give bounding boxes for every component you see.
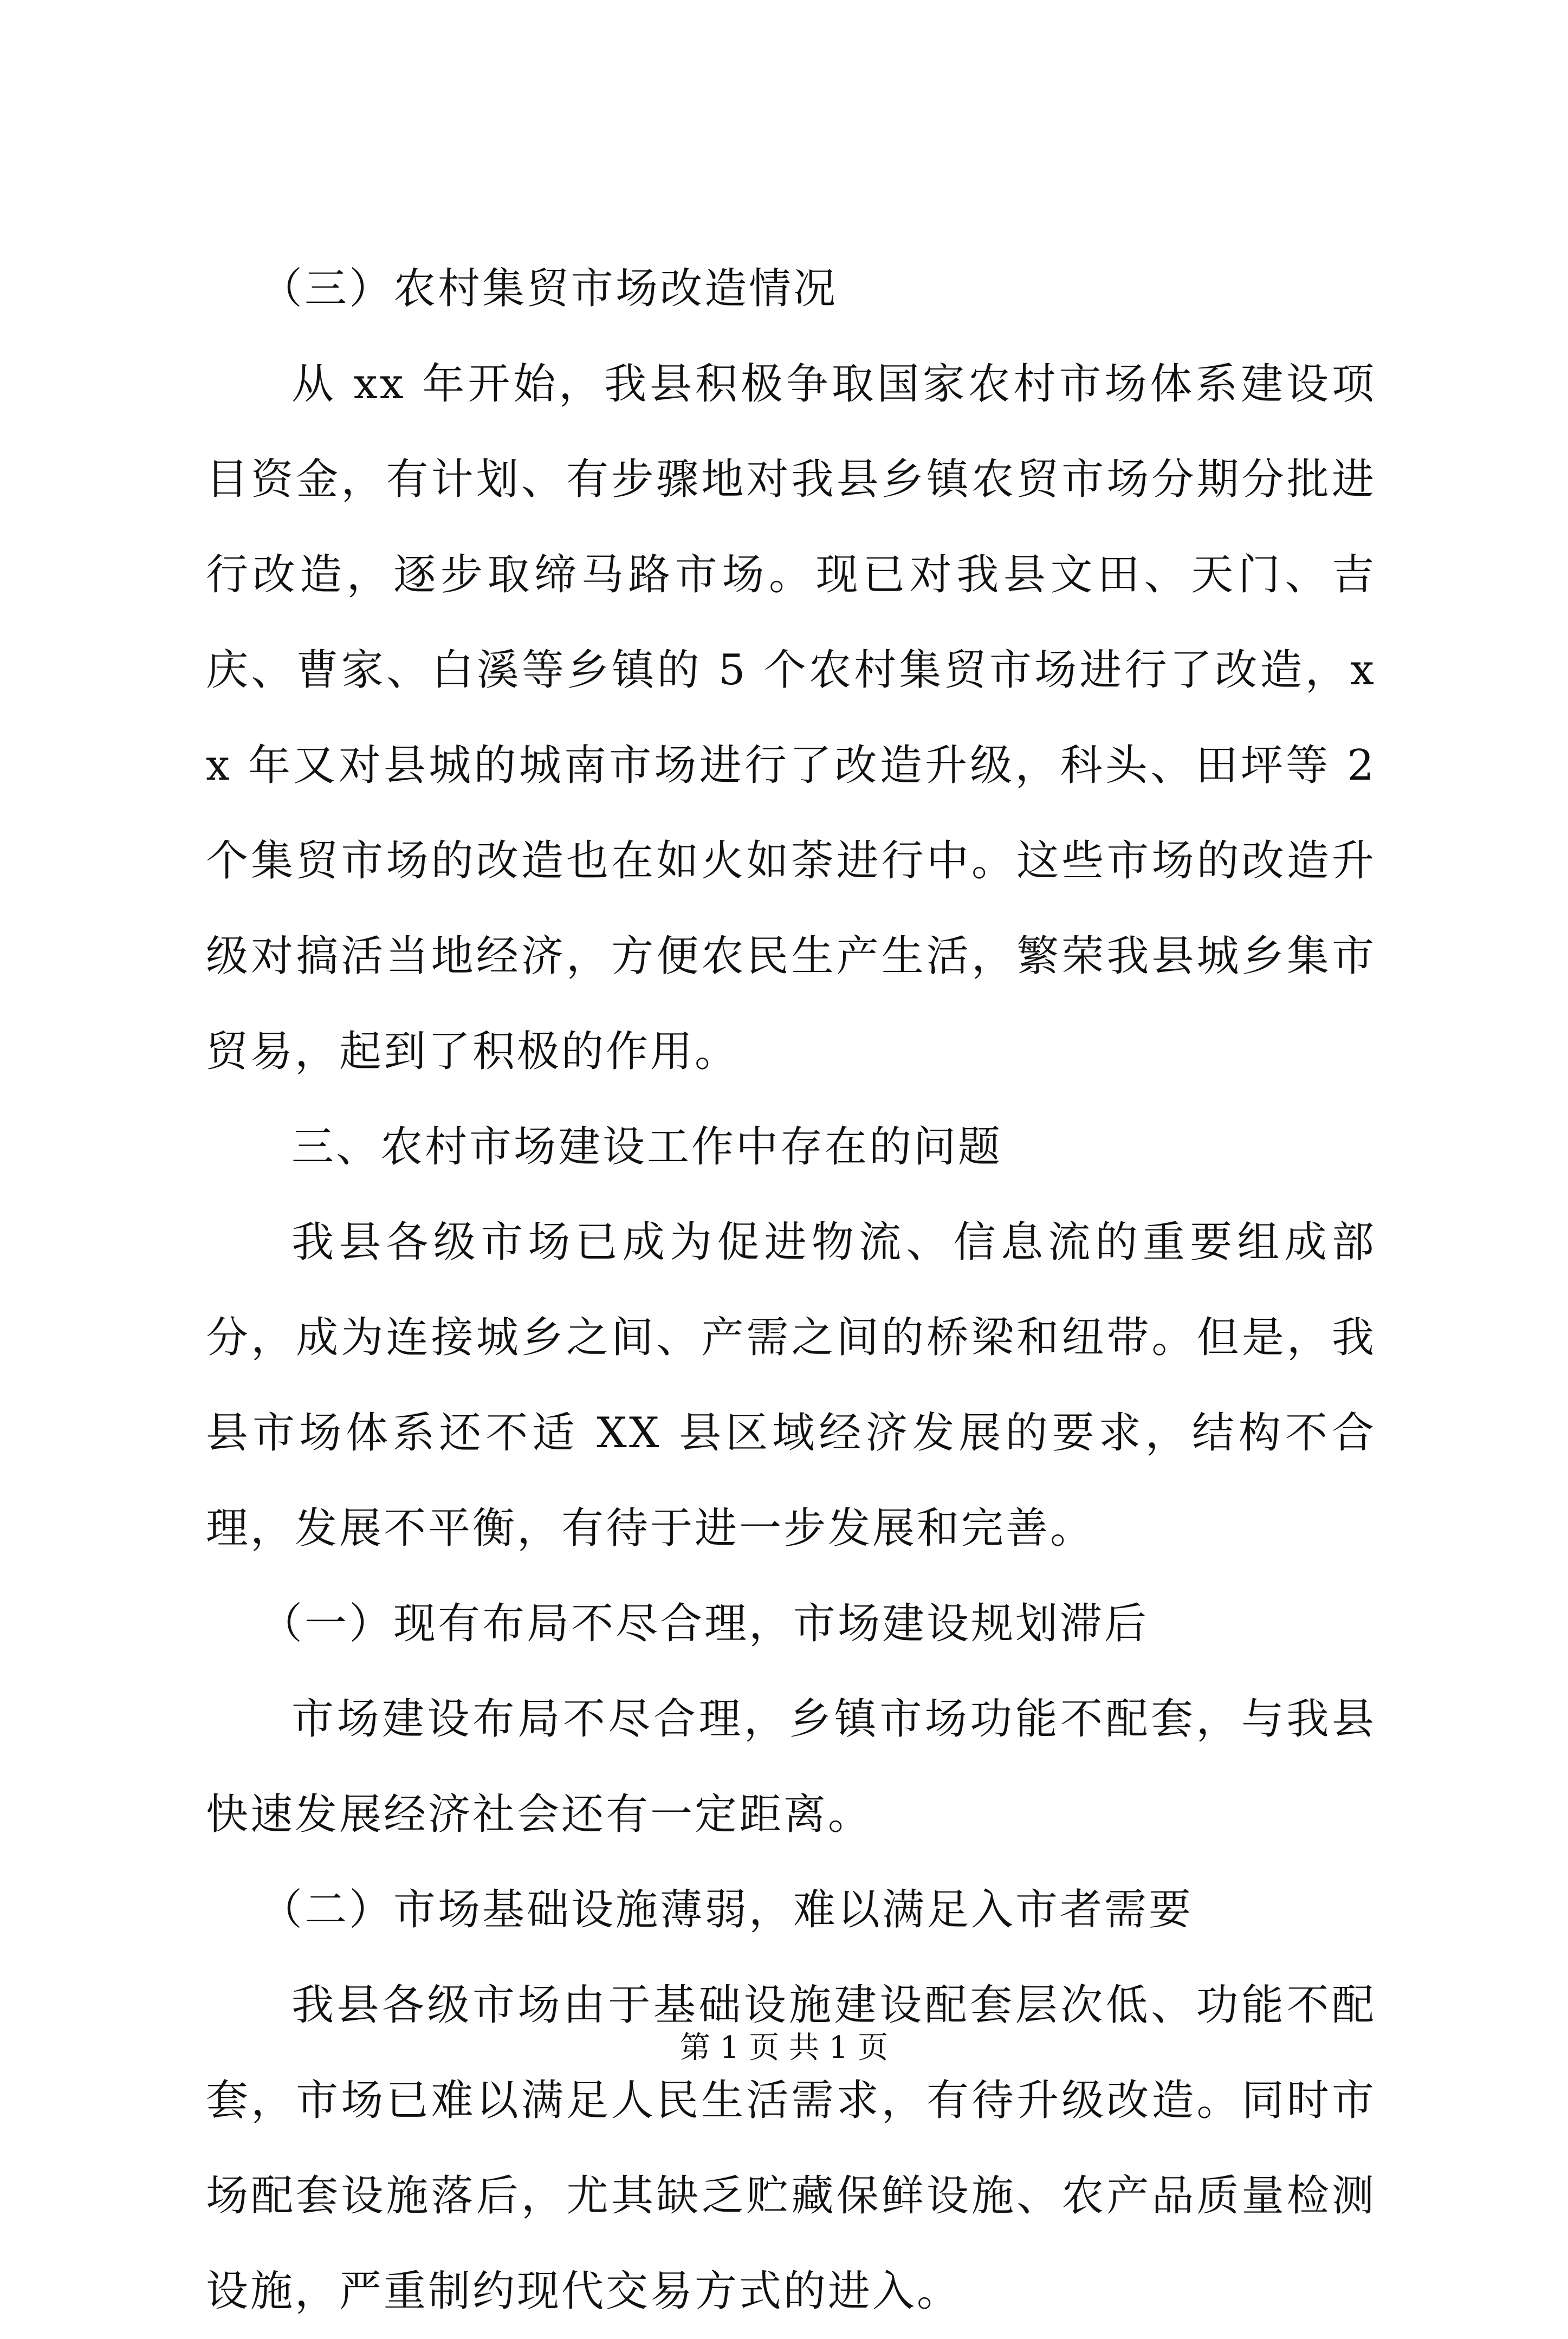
paragraph-layout-details: 市场建设布局不尽合理，乡镇市场功能不配套，与我县快速发展经济社会还有一定距离。: [206, 1695, 1376, 1839]
subheading-infrastructure: （二）市场基础设施薄弱，难以满足入市者需要: [260, 1886, 1194, 1934]
paragraph-infrastructure-details: 我县各级市场由于基础设施建设配套层次低、功能不配套，市场已难以满足人民生活需求，有待升级改造。同时市场配套设施落后，尤其缺乏贮藏保鲜设施、农产品质量检测设施，严重制约现代交易方式的进入。: [206, 1981, 1376, 2316]
document-body: [206, 241, 1376, 2339]
paragraph-renovation-details: 从 xx 年开始，我县积极争取国家农村市场体系建设项目资金，有计划、有步骤地对我县乡镇农贸市场分期分批进行改造，逐步取缔马路市场。现已对我县文田、天门、吉庆、曹家、白溪等乡镇的 5 个农村集贸市场进行了改造，xx 年又对县城的城南市场进行了改造升级，科头、田坪等 2 个集贸市场的改造也在如火如荼进行中。这些市场的改造升级对搞活当地经济，方便农民生产生活，繁荣我县城乡集市贸易，起到了积极的作用。: [206, 360, 1376, 1076]
paragraph-market-system-overview: 我县各级市场已成为促进物流、信息流的重要组成部分，成为连接城乡之间、产需之间的桥梁和纽带。但是，我县市场体系还不适 XX 县区域经济发展的要求，结构不合理，发展不平衡，有待于进一步发展和完善。: [206, 1218, 1376, 1553]
heading-section-problems: 三、农村市场建设工作中存在的问题: [291, 1123, 1003, 1171]
subheading-layout-planning: （一）现有布局不尽合理，市场建设规划滞后: [260, 1599, 1149, 1648]
page-number-footer: 第 1 页 共 1 页: [679, 2030, 889, 2065]
subheading-rural-market-renovation: （三）农村集贸市场改造情况: [260, 264, 838, 313]
